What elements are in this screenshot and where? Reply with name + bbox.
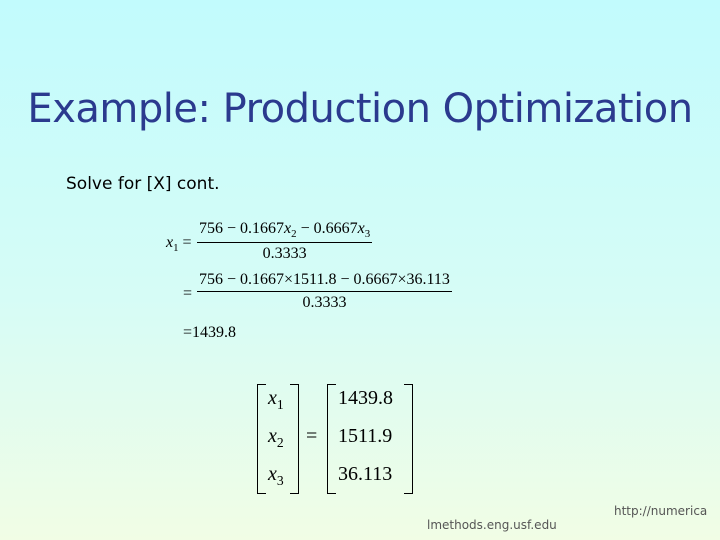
num-subscript: 2 (291, 227, 297, 240)
equation-result (183, 324, 236, 342)
slide-subtitle: Solve for [X] cont. (66, 174, 220, 194)
num-variable: x (357, 220, 365, 237)
equation-lhs (166, 234, 192, 254)
matrix-var-x1 (268, 387, 284, 413)
right-bracket-vars (290, 384, 299, 494)
matrix-var-x2 (268, 425, 284, 451)
num-operator: − (223, 220, 241, 237)
num-operator: − (296, 220, 314, 237)
fraction-line2 (197, 271, 452, 312)
matrix-value: 1439.8 (338, 387, 393, 409)
num-coefficient: 0.1667 (240, 220, 285, 237)
equals-sign: = (182, 234, 192, 251)
num-subscript: 3 (364, 227, 371, 240)
matrix-var-subscript: 1 (276, 396, 284, 412)
matrix-value: 36.113 (338, 463, 393, 485)
right-bracket-values (404, 384, 413, 494)
footer-url-right[interactable]: http://numerica (614, 504, 708, 518)
slide-title: Example: Production Optimization (27, 86, 693, 132)
equals-sign: = (183, 324, 193, 341)
num-coefficient: 0.6667 (313, 220, 358, 237)
fraction-line1-numerator (197, 220, 372, 243)
left-bracket-vars (257, 384, 266, 494)
left-bracket-values (327, 384, 336, 494)
matrix-var-subscript: 2 (276, 434, 284, 450)
matrix-var-x3 (268, 463, 284, 489)
matrix-var-letter: x (268, 463, 277, 485)
equals-line2: = (183, 285, 193, 302)
lhs-subscript: 1 (173, 241, 179, 254)
result-value: 1439.8 (192, 324, 237, 341)
matrix-equals: = (306, 425, 318, 447)
fraction-line2-numerator: 756 − 0.1667×1511.8 − 0.6667×36.113 (197, 271, 452, 292)
footer-url-left[interactable]: lmethods.eng.usf.edu (427, 518, 557, 532)
matrix-var-subscript: 3 (276, 472, 284, 488)
matrix-var-letter: x (268, 387, 277, 409)
num-term: 756 (199, 220, 223, 237)
fraction-line1-denominator: 0.3333 (262, 244, 307, 262)
fraction-line1 (197, 220, 372, 263)
lhs-variable: x (166, 234, 174, 251)
matrix-var-letter: x (268, 425, 277, 447)
matrix-value: 1511.9 (338, 425, 393, 447)
fraction-line2-denominator: 0.3333 (302, 294, 347, 311)
num-variable: x (284, 220, 292, 237)
